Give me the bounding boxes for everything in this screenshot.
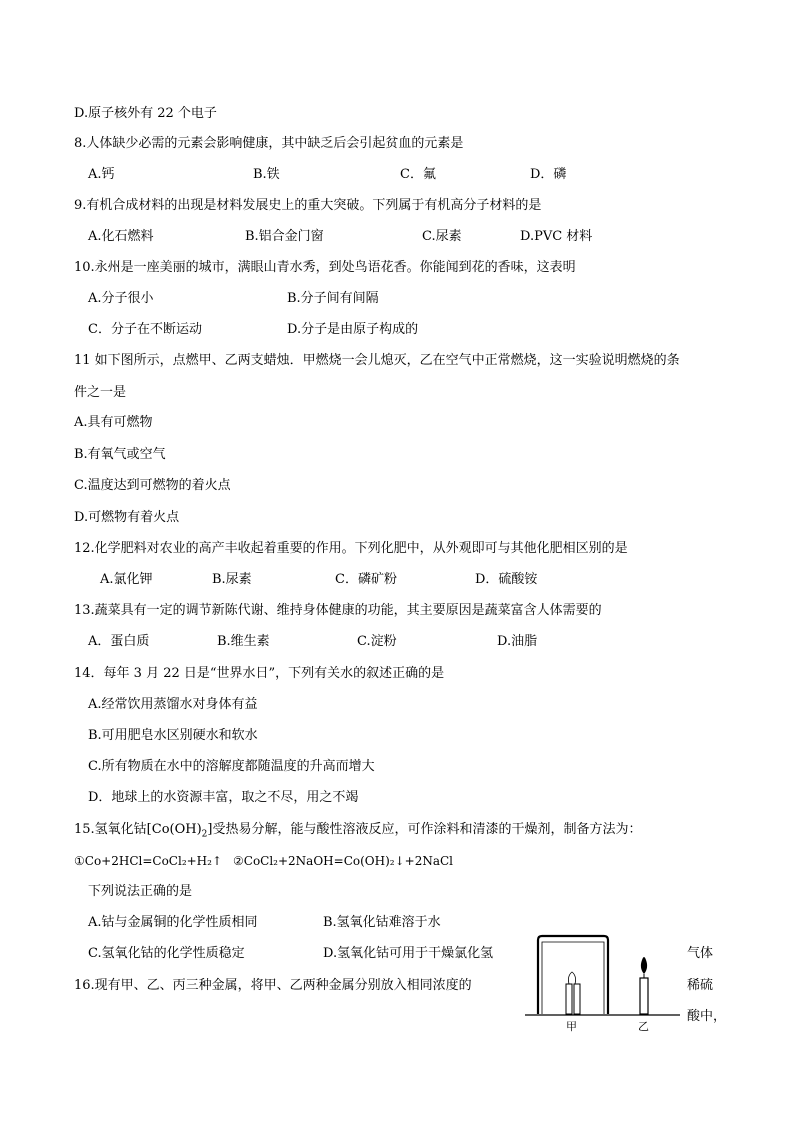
question-15-prompt: 下列说法正确的是 xyxy=(88,884,193,899)
q12-option-d: D．硫酸铵 xyxy=(475,572,538,587)
question-9: 9.有机合成材料的出现是材料发展史上的重大突破。下列属于有机高分子材料的是 xyxy=(74,198,542,213)
question-11-cont: 件之一是 xyxy=(74,385,127,400)
question-8: 8.人体缺少必需的元素会影响健康，其中缺乏后会引起贫血的元素是 xyxy=(74,136,464,151)
q8-option-c: C．氟 xyxy=(400,167,436,182)
label-yi: 乙 xyxy=(638,1020,649,1032)
question-10: 10.永州是一座美丽的城市，满眼山青水秀，到处鸟语花香。你能闻到花的香味，这表明 xyxy=(74,260,576,275)
q7-option-d: D.原子核外有 22 个电子 xyxy=(74,106,217,121)
q14-option-b: B.可用肥皂水区别硬水和软水 xyxy=(88,728,258,743)
question-16-tail-2: 酸中， xyxy=(687,1009,727,1024)
q15-equation-2: ②CoCl₂+2NaOH=Co(OH)₂↓+2NaCl xyxy=(233,854,453,868)
question-16: 16.现有甲、乙、丙三种金属，将甲、乙两种金属分别放入相同浓度的 xyxy=(74,978,472,993)
q15-equation-1: ①Co+2HCl=CoCl₂+H₂↑ xyxy=(74,854,223,868)
q10-option-a: A.分子很小 xyxy=(88,291,154,306)
label-jia: 甲 xyxy=(566,1020,577,1032)
q8-option-a: A.钙 xyxy=(88,167,115,182)
q10-option-d: D.分子是由原子构成的 xyxy=(287,322,419,337)
q14-option-c: C.所有物质在水中的溶解度都随温度的升高而增大 xyxy=(88,759,375,774)
q9-option-b: B.铝合金门窗 xyxy=(245,229,324,244)
q12-option-a: A.氯化钾 xyxy=(100,572,153,587)
q9-option-d: D.PVC 材料 xyxy=(520,229,593,244)
q11-option-b: B.有氧气或空气 xyxy=(74,447,166,462)
q11-option-d: D.可燃物有着火点 xyxy=(74,510,180,525)
q13-option-a: A．蛋白质 xyxy=(88,634,150,649)
q12-option-b: B.尿素 xyxy=(212,572,252,587)
question-12: 12.化学肥料对农业的高产丰收起着重要的作用。下列化肥中，从外观即可与其他化肥相区别的是 xyxy=(74,541,628,556)
q14-option-a: A.经常饮用蒸馏水对身体有益 xyxy=(88,697,258,712)
q15-option-a: A.钴与金属铜的化学性质相同 xyxy=(88,915,258,930)
question-11: 11 如下图所示，点燃甲、乙两支蜡烛．甲燃烧一会儿熄灭，乙在空气中正常燃烧，这一实验说明燃烧的条 xyxy=(74,353,680,368)
q15-option-b: B.氢氧化钴难溶于水 xyxy=(323,915,441,930)
q8-option-d: D．磷 xyxy=(530,167,567,182)
question-15: 15.氢氧化钴$[Co(OH)_2]$受热易分解，能与酸性溶液反应，可作涂料和清漆的干燥剂，制备方法为： xyxy=(74,822,642,840)
q10-option-b: B.分子间有间隔 xyxy=(287,291,379,306)
question-14: 14．每年 3 月 22 日是“世界水日”，下列有关水的叙述正确的是 xyxy=(74,666,445,681)
q9-option-c: C.尿素 xyxy=(422,229,462,244)
candle-experiment-figure xyxy=(520,932,685,1032)
q15-option-d: D.氢氧化钴可用于干燥氯化氢 xyxy=(323,946,494,961)
q11-option-a: A.具有可燃物 xyxy=(74,415,153,430)
q13-option-d: D.油脂 xyxy=(497,634,538,649)
q13-option-b: B.维生素 xyxy=(217,634,270,649)
q9-option-a: A.化石燃料 xyxy=(88,229,154,244)
q10-option-c: C．分子在不断运动 xyxy=(88,322,202,337)
question-13: 13.蔬菜具有一定的调节新陈代谢、维持身体健康的功能，其主要原因是蔬菜富含人体需要的 xyxy=(74,603,602,618)
q15-option-d-tail: 气体 xyxy=(687,946,714,961)
q14-option-d: D．地球上的水资源丰富，取之不尽，用之不竭 xyxy=(88,790,359,805)
q8-option-b: B.铁 xyxy=(253,167,280,182)
q13-option-c: C.淀粉 xyxy=(357,634,397,649)
q12-option-c: C．磷矿粉 xyxy=(335,572,397,587)
q11-option-c: C.温度达到可燃物的着火点 xyxy=(74,478,231,493)
q15-option-c: C.氢氧化钴的化学性质稳定 xyxy=(88,946,245,961)
question-16-tail-1: 稀硫 xyxy=(687,978,714,993)
